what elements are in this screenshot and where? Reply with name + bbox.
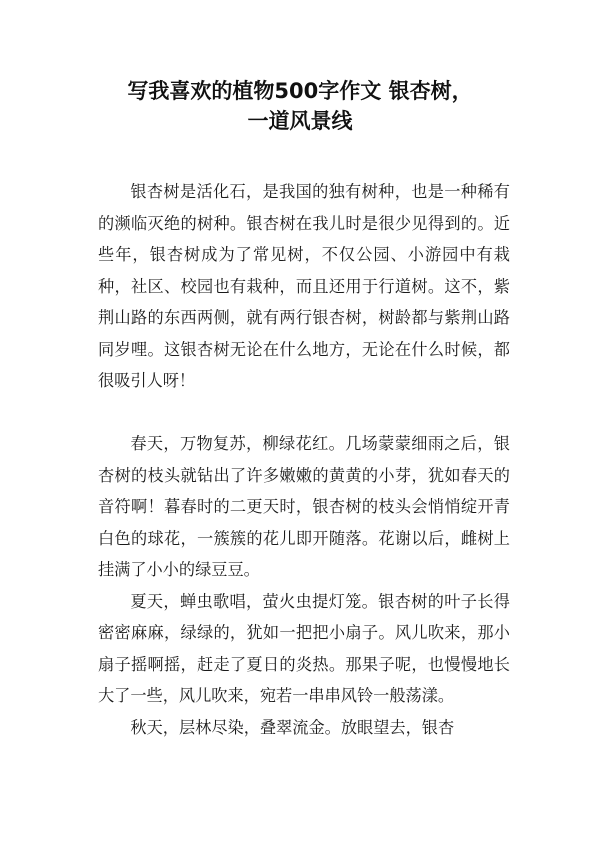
paragraph-intro: 银杏树是活化石，是我国的独有树种，也是一种稀有的濒临灭绝的树种。银杏树在我儿时是很少见得到的。近些年，银杏树成为了常见树，不仅公园、小游园中有栽种，社区、校园也有栽种，而且还用于行道树。这不，紫荆山路的东西两侧，就有两行银杏树，树龄都与紫荆山路同岁哩。这银杏树无论在什么地方，无论在什么时候，都很吸引人呀！ <box>98 182 510 390</box>
page-title <box>60 76 540 136</box>
paragraph-autumn: 秋天，层林尽染，叠翠流金。放眼望去，银杏 <box>130 717 455 737</box>
paragraph-spring: 春天，万物复苏，柳绿花红。几场蒙蒙细雨之后，银杏树的枝头就钻出了许多嫩嫩的黄黄的小芽，犹如春天的音符啊！暮春时的二更天时，银杏树的枝头会悄悄绽开青白色的球花，一簇簇的花儿即开随落。花谢以后，雌树上挂满了小小的绿豆豆。 <box>98 434 510 579</box>
title-line-1: 写我喜欢的植物500字作文 银杏树， <box>127 79 473 103</box>
title-line-2: 一道风景线 <box>247 109 353 133</box>
paragraph-summer: 夏天，蝉虫歌唱，萤火虫提灯笼。银杏树的叶子长得密密麻麻，绿绿的，犹如一把把小扇子。风儿吹来，那小扇子摇啊摇，赶走了夏日的炎热。那果子呢，也慢慢地长大了一些，风儿吹来，宛若一串串风铃一般荡漾。 <box>98 591 510 705</box>
article-body <box>98 176 510 743</box>
